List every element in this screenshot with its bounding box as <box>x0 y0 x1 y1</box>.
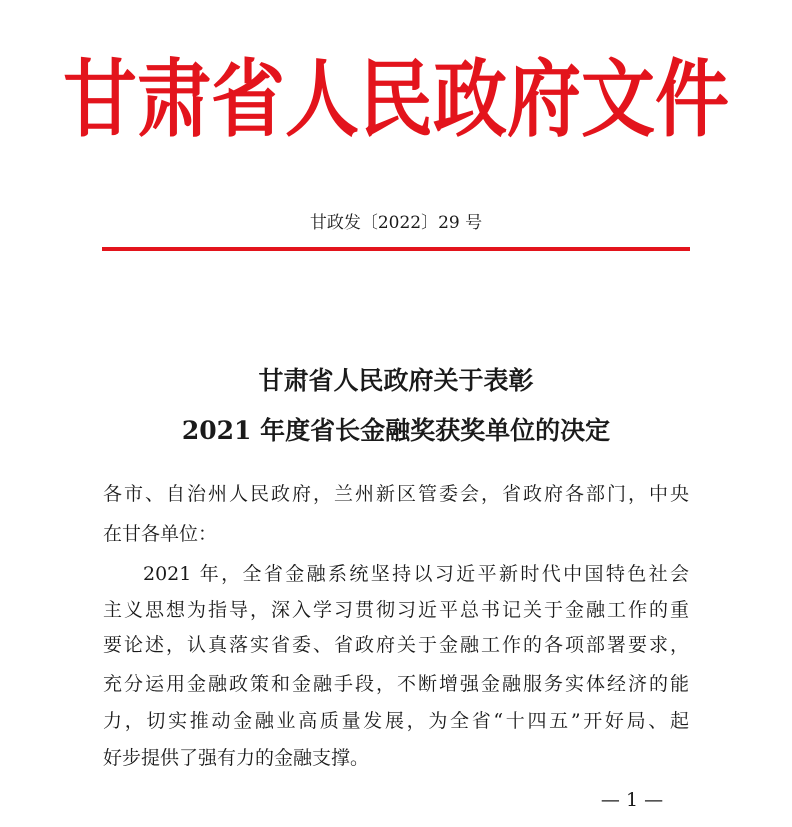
body-text-line: 力，切实推动金融业高质量发展，为全省“十四五”开好局、起 <box>103 710 689 732</box>
body-text-line: 好步提供了强有力的金融支撑。 <box>103 747 370 769</box>
masthead-title: 甘肃省人民政府文件 <box>63 50 729 149</box>
body-text-line: 2021 年，全省金融系统坚持以习近平新时代中国特色社会 <box>143 563 689 585</box>
body-text-line: 充分运用金融政策和金融手段，不断增强金融服务实体经济的能 <box>103 673 689 695</box>
document-title-line-2: 2021 年度省长金融奖获奖单位的决定 <box>181 416 611 445</box>
red-divider-line <box>102 247 690 251</box>
body-text-line: 各市、自治州人民政府，兰州新区管委会，省政府各部门，中央 <box>103 483 689 505</box>
document-number: 甘政发〔2022〕29 号 <box>309 213 483 233</box>
body-text-line: 在甘各单位： <box>103 523 218 545</box>
body-text-line: 要论述，认真落实省委、省政府关于金融工作的各项部署要求， <box>103 634 689 656</box>
document-title-line-1: 甘肃省人民政府关于表彰 <box>258 366 534 395</box>
page-number: — 1 — <box>600 789 664 811</box>
body-text-line: 主义思想为指导，深入学习贯彻习近平总书记关于金融工作的重 <box>103 599 689 621</box>
